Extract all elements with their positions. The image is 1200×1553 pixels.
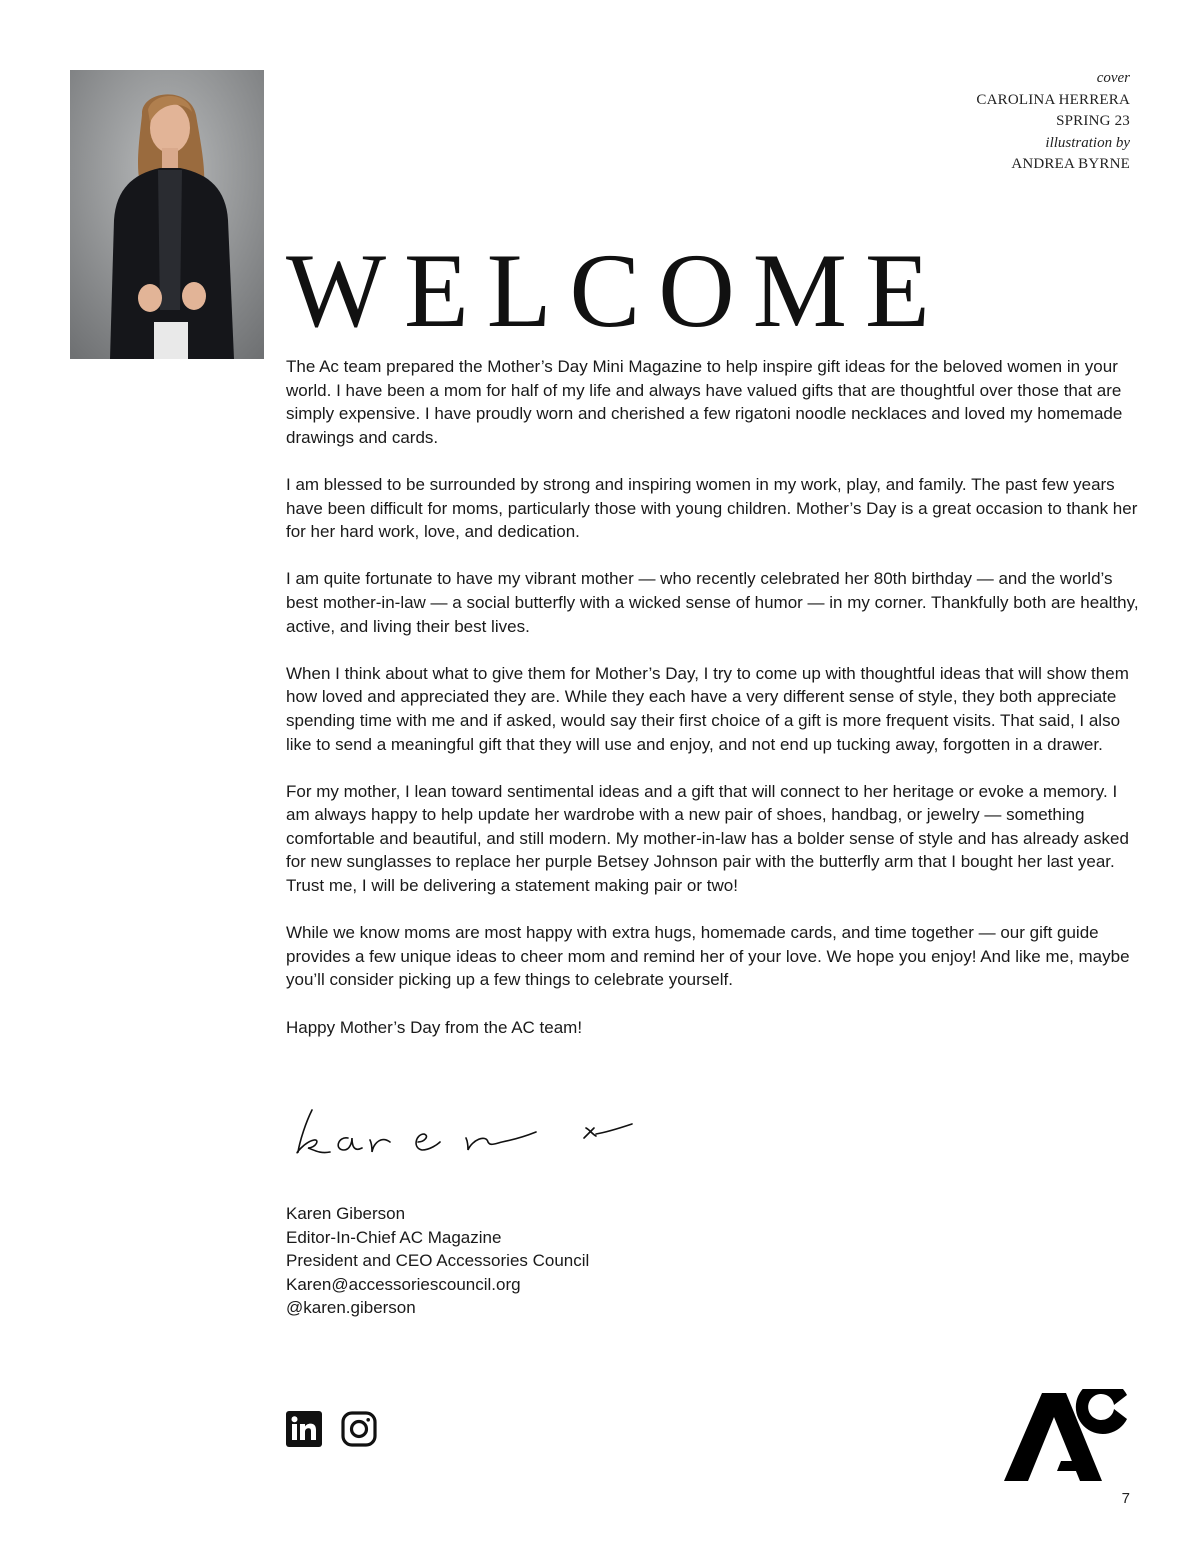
cover-credits	[976, 68, 1130, 176]
author-portrait-image	[70, 70, 264, 359]
paragraph: While we know moms are most happy with extra hugs, homemade cards, and time together — our gift guide provides a few unique ideas to cheer mom and remind her of your love. We hope you enjoy! And like me, maybe you’ll consider picking up a few things to celebrate yourself.	[286, 923, 1130, 990]
instagram-icon[interactable]	[341, 1411, 377, 1447]
page-number: 7	[1121, 1490, 1130, 1507]
cover-label: cover	[1096, 70, 1130, 86]
signoff-block	[286, 1202, 589, 1320]
paragraph: The Ac team prepared the Mother’s Day Mini Magazine to help inspire gift ideas for the beloved women in your world. I have been a mom for half of my life and always have valued gifts that are thoughtful over those that are simply expensive. I have proudly worn and cherished a few rigatoni noodle necklaces and loved my homemade drawings and cards.	[286, 357, 1123, 447]
paragraph: I am quite fortunate to have my vibrant mother — who recently celebrated her 80th birthday — and the world’s best mother-in-law — a social butterfly with a wicked sense of humor — in my corner. Thankfully both are healthy, active, and living their best lives.	[286, 569, 1139, 636]
issue-label: SPRING 23	[1056, 113, 1130, 129]
author-role: President and CEO Accessories Council	[286, 1251, 590, 1271]
cover-name: CAROLINA HERRERA	[976, 91, 1130, 108]
author-name: Karen Giberson	[286, 1204, 406, 1223]
author-email-link[interactable]: Karen@accessoriescouncil.org	[286, 1274, 521, 1294]
handwritten-signature	[290, 1102, 640, 1162]
linkedin-icon[interactable]	[286, 1411, 322, 1447]
social-links	[286, 1411, 377, 1447]
paragraph: I am blessed to be surrounded by strong and inspiring women in my work, play, and family. The past few years have been difficult for moms, particularly those with young children. Mother’s Day is a great occasion to thank her for her hard work, love, and dedication.	[286, 474, 1138, 542]
paragraph: When I think about what to give them for Mother’s Day, I try to come up with thoughtful ideas that will show them how loved and appreciated they are. While they each have a very different sense of style, they both appreciate spending time with me and if asked, would say their first choice of a gift is more frequent visits. That said, I also like to send a meaningful gift that they will use and enjoy, and not end up tucking away, forgotten in a drawer.	[286, 663, 1129, 754]
letter-body	[286, 355, 1144, 1063]
author-photo	[70, 70, 264, 359]
illustrator-name: ANDREA BYRNE	[1011, 156, 1130, 172]
paragraph: For my mother, I lean toward sentimental ideas and a gift that will connect to her heritage or evoke a memory. I am always happy to help update her wardrobe with a new pair of shoes, handbag, or jewelry — something comfortable and beautiful, and still modern. My mother-in-law has a bolder sense of style and has already asked for new sunglasses to replace her purple Betsey Johnson pair with the butterfly arm that I bought her last year. Trust me, I will be delivering a statement making pair or two!	[286, 781, 1129, 896]
author-handle-link[interactable]: @karen.giberson	[286, 1298, 416, 1318]
closing-line: Happy Mother’s Day from the AC team!	[286, 1017, 583, 1037]
page-title: WELCOME	[286, 232, 948, 349]
illustration-label: illustration by	[1045, 134, 1130, 151]
ac-logo	[1004, 1389, 1129, 1483]
author-role: Editor-In-Chief AC Magazine	[286, 1227, 502, 1247]
